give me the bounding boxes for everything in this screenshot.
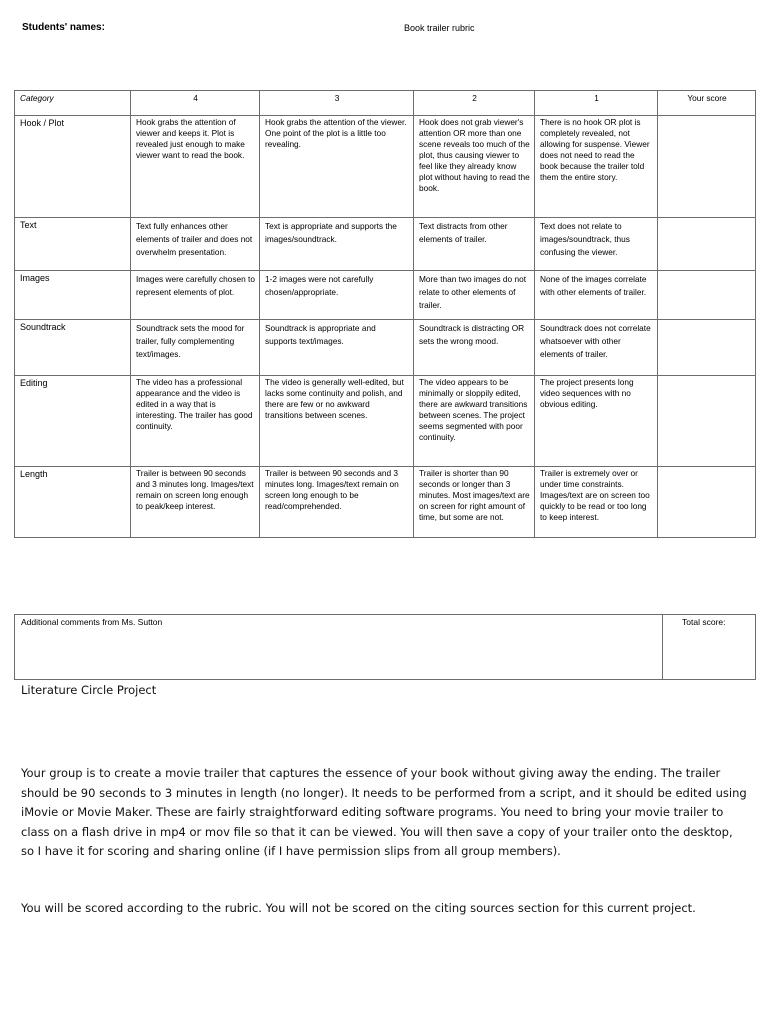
table-cell: Trailer is between 90 seconds and 3 minutes long. Images/text remain on screen long enough to be read/comprehended.	[260, 467, 414, 538]
table-cell: Trailer is extremely over or under time constraints. Images/text are on screen too quickly to be read or too long to keep interest.	[535, 467, 658, 538]
table-cell: Soundtrack sets the mood for trailer, fully complementing text/images.	[131, 320, 260, 376]
table-cell: Trailer is shorter than 90 seconds or longer than 3 minutes. Most images/text are on screen for right amount of time, but some are not.	[414, 467, 535, 538]
additional-comments-label: Additional comments from Ms. Sutton	[21, 617, 163, 627]
table-row	[15, 218, 756, 271]
score-cell[interactable]	[658, 116, 756, 218]
comments-table	[14, 614, 756, 680]
rubric-table	[14, 90, 756, 538]
rubric-header-row	[15, 91, 756, 116]
column-header-1: 1	[535, 91, 658, 116]
column-header-3: 3	[260, 91, 414, 116]
row-label-hook-plot: Hook / Plot	[15, 116, 131, 218]
column-header-4: 4	[131, 91, 260, 116]
score-cell[interactable]	[658, 320, 756, 376]
table-cell: Hook grabs the attention of viewer and keeps it. Plot is revealed just enough to make viewer want to read the book.	[131, 116, 260, 218]
table-cell: None of the images correlate with other elements of trailer.	[535, 271, 658, 320]
table-row	[15, 271, 756, 320]
score-cell[interactable]	[658, 218, 756, 271]
table-cell: Hook grabs the attention of the viewer. One point of the plot is a little too revealing.	[260, 116, 414, 218]
table-cell: There is no hook OR plot is completely revealed, not allowing for suspense. Viewer does not need to read the book because the trailer told them the entire story.	[535, 116, 658, 218]
scoring-note-paragraph: You will be scored according to the rubric. You will not be scored on the citing sources section for this current project.	[21, 901, 696, 915]
column-header-2: 2	[414, 91, 535, 116]
row-label-soundtrack: Soundtrack	[15, 320, 131, 376]
table-cell: Trailer is between 90 seconds and 3 minutes long. Images/text remain on screen long enough to peak/keep interest.	[131, 467, 260, 538]
score-cell[interactable]	[658, 376, 756, 467]
table-cell: 1-2 images were not carefully chosen/appropriate.	[260, 271, 414, 320]
table-cell: Images were carefully chosen to represent elements of plot.	[131, 271, 260, 320]
table-row	[15, 467, 756, 538]
table-cell: The video appears to be minimally or sloppily edited, there are awkward transitions between scenes. The project seems segmented with poor continuity.	[414, 376, 535, 467]
score-cell[interactable]	[658, 271, 756, 320]
table-cell: Soundtrack is appropriate and supports text/images.	[260, 320, 414, 376]
row-label-length: Length	[15, 467, 131, 538]
row-label-editing: Editing	[15, 376, 131, 467]
table-cell: Text fully enhances other elements of trailer and does not overwhelm presentation.	[131, 218, 260, 271]
table-cell: The video is generally well-edited, but lacks some continuity and polish, and there are few or no awkward transitions between scenes.	[260, 376, 414, 467]
table-cell: Soundtrack is distracting OR sets the wrong mood.	[414, 320, 535, 376]
students-names-label: Students' names:	[22, 22, 105, 33]
row-label-images: Images	[15, 271, 131, 320]
table-cell: More than two images do not relate to other elements of trailer.	[414, 271, 535, 320]
table-row	[15, 376, 756, 467]
score-cell[interactable]	[658, 467, 756, 538]
instructions-paragraph: Your group is to create a movie trailer that captures the essence of your book without giving away the ending. The trailer should be 90 seconds to 3 minutes in length (no longer). It needs to be performed from a script, and it should be edited using iMovie or Movie Maker. These are fairly straightforward editing software programs. You need to bring your movie trailer to class on a flash drive in mp4 or mov file so that it can be viewed. You will then save a copy of your trailer onto the desktop, so I have it for scoring and sharing online (if I have permission slips from all group members).	[21, 766, 747, 858]
table-cell: The video has a professional appearance and the video is edited in a way that is interesting. The trailer has good continuity.	[131, 376, 260, 467]
table-cell: The project presents long video sequences with no obvious editing.	[535, 376, 658, 467]
row-label-text: Text	[15, 218, 131, 271]
table-cell: Text distracts from other elements of trailer.	[414, 218, 535, 271]
column-header-category: Category	[15, 91, 131, 116]
table-cell: Hook does not grab viewer's attention OR more than one scene reveals too much of the plot, thus causing viewer to feel like they already know plot without having to read the book.	[414, 116, 535, 218]
additional-comments-field[interactable]	[15, 615, 663, 680]
total-score-label: Total score:	[682, 617, 726, 627]
rubric-title: Book trailer rubric	[404, 23, 475, 33]
table-row	[15, 116, 756, 218]
project-title: Literature Circle Project	[21, 683, 157, 697]
table-cell: Soundtrack does not correlate whatsoever with other elements of trailer.	[535, 320, 658, 376]
total-score-field[interactable]	[663, 615, 756, 680]
table-cell: Text does not relate to images/soundtrack, thus confusing the viewer.	[535, 218, 658, 271]
table-cell: Text is appropriate and supports the images/soundtrack.	[260, 218, 414, 271]
column-header-your-score: Your score	[658, 91, 756, 116]
table-row	[15, 320, 756, 376]
